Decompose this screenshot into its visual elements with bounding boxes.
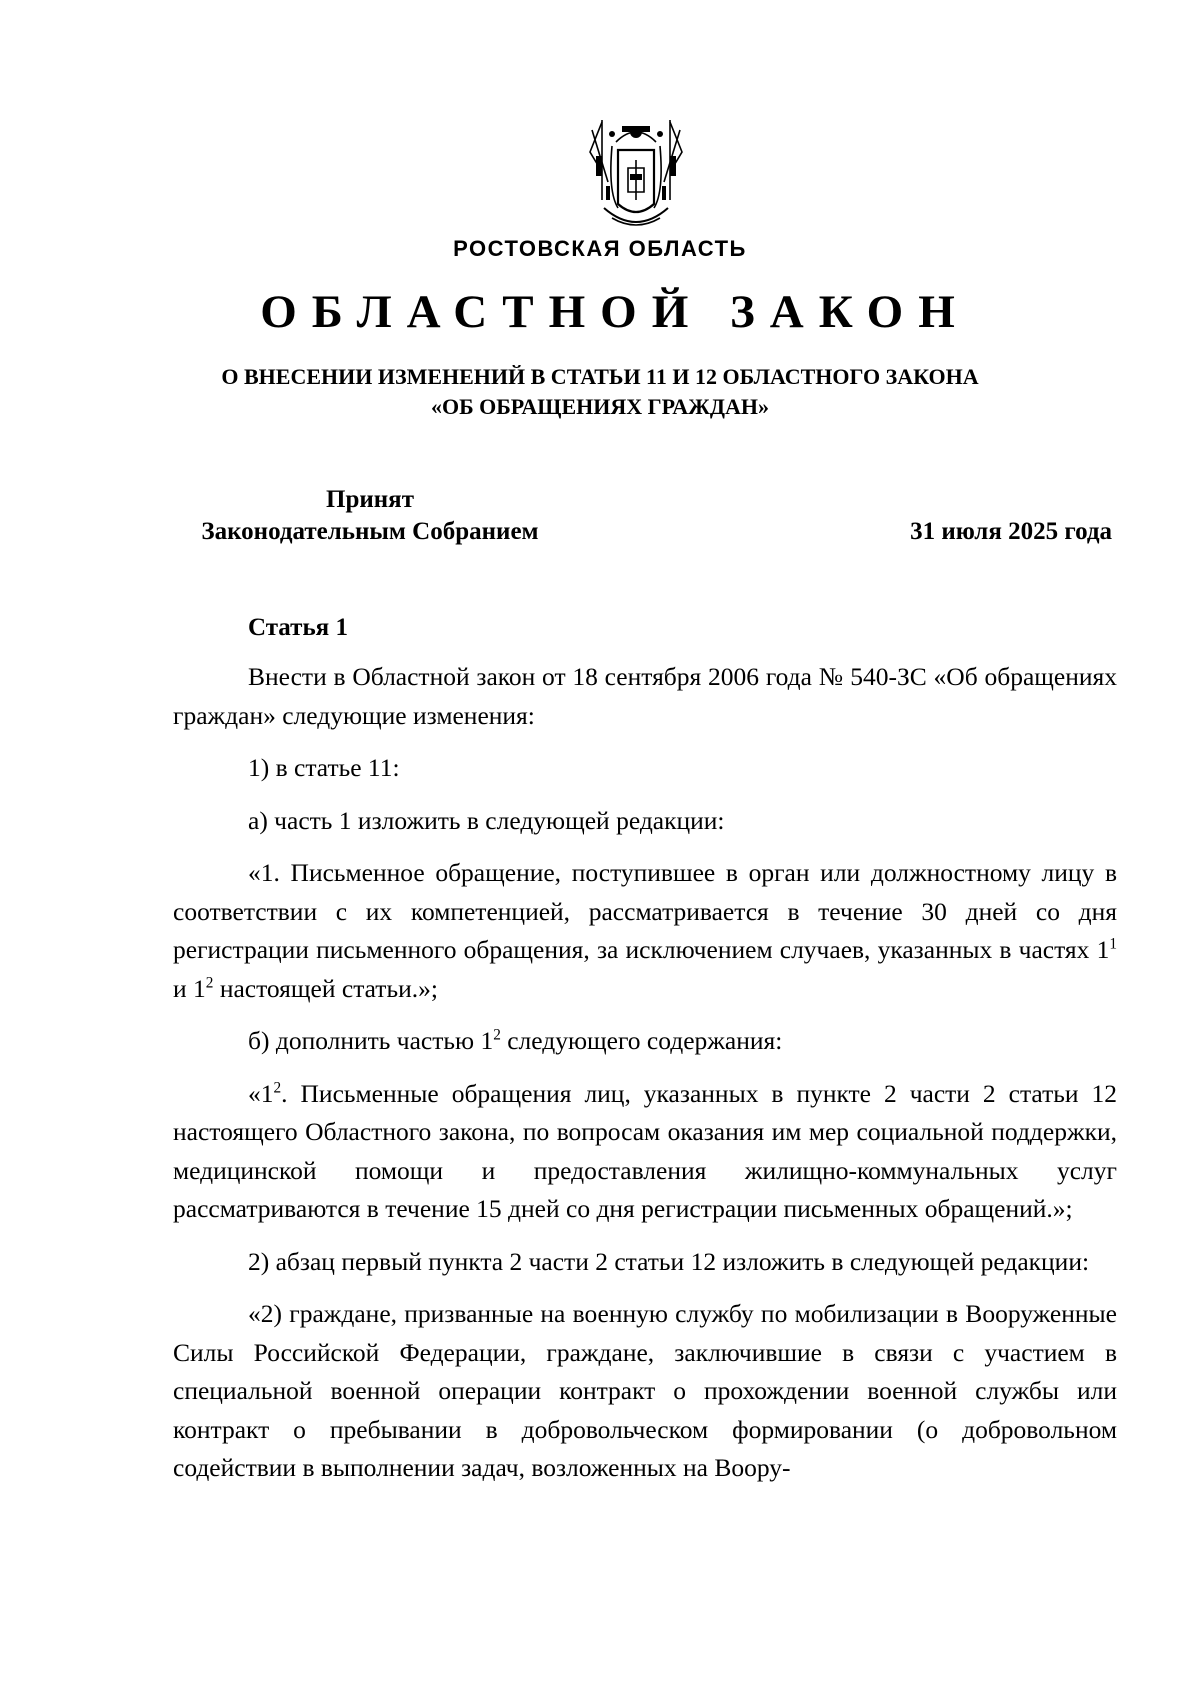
paragraph: 1) в статье 11: <box>248 753 400 782</box>
paragraph-text: и 1 <box>173 973 206 1003</box>
superscript: 1 <box>1109 935 1117 953</box>
paragraph <box>173 1075 1117 1229</box>
adoption-date: 31 июля 2025 года <box>910 518 1112 545</box>
paragraph-text: настоящей статьи.»; <box>213 973 438 1003</box>
paragraph <box>173 854 1117 1008</box>
coat-of-arms-icon <box>582 112 690 240</box>
article-heading: Статья 1 <box>248 614 348 641</box>
region-name: РОСТОВСКАЯ ОБЛАСТЬ <box>453 236 747 261</box>
paragraph-text: «1 <box>248 1078 274 1108</box>
adopted-label: Принят <box>326 486 414 513</box>
adoption-body <box>150 484 590 548</box>
paragraph-text: следующего содержания: <box>500 1026 783 1055</box>
adopted-by: Законодательным Собранием <box>201 518 539 545</box>
paragraph: а) часть 1 изложить в следующей редакции: <box>248 805 725 835</box>
superscript: 2 <box>273 1079 282 1096</box>
paragraph: «2) граждане, призванные на военную службу по мобилизации в Вооруженные Силы Российской Федерации, граждане, заключившие в связи с участием в специальной военной операции контракт о прохождении военной службы или контракт о пребывании в добровольческом формировании (о добровольном содействии в выполнении задач, возложенных на Воору- <box>173 1299 1117 1482</box>
coat-of-arms-emblem <box>582 112 690 240</box>
paragraph-text: . Письменные обращения лиц, указанных в пункте 2 части 2 статьи 12 настоящего Областного закона, по вопросам оказания им мер социальной поддержки, медицинской помощи и предоставления жилищно-коммунальных услуг рассматриваются в течение 15 дней со дня регистрации письменных обращений.»; <box>173 1078 1117 1223</box>
law-type-title: ОБЛАСТНОЙ ЗАКОН <box>260 286 970 338</box>
paragraph: 2) абзац первый пункта 2 части 2 статьи 12 изложить в следующей редакции: <box>248 1246 1090 1276</box>
article-body <box>173 658 1117 1502</box>
superscript: 2 <box>205 974 214 991</box>
superscript: 2 <box>493 1026 501 1044</box>
paragraph-text: «1. Письменное обращение, поступившее в орган или должностному лицу в соответствии с их компетенцией, рассматривается в течение 30 дней со дня регистрации письменного обращения, за исключением случаев, указанных в частях 1 <box>173 858 1117 964</box>
paragraph <box>173 1022 1117 1061</box>
paragraph-text: б) дополнить частью 1 <box>248 1026 494 1055</box>
subtitle-line-1: О ВНЕСЕНИИ ИЗМЕНЕНИЙ В СТАТЬИ 11 И 12 ОБЛАСТНОГО ЗАКОНА <box>221 364 979 389</box>
subtitle-line-2: «ОБ ОБРАЩЕНИЯХ ГРАЖДАН» <box>430 394 770 419</box>
paragraph: Внести в Областной закон от 18 сентября 2006 года № 540-ЗС «Об обращениях граждан» следующие изменения: <box>173 662 1117 730</box>
law-subtitle <box>0 362 1200 422</box>
